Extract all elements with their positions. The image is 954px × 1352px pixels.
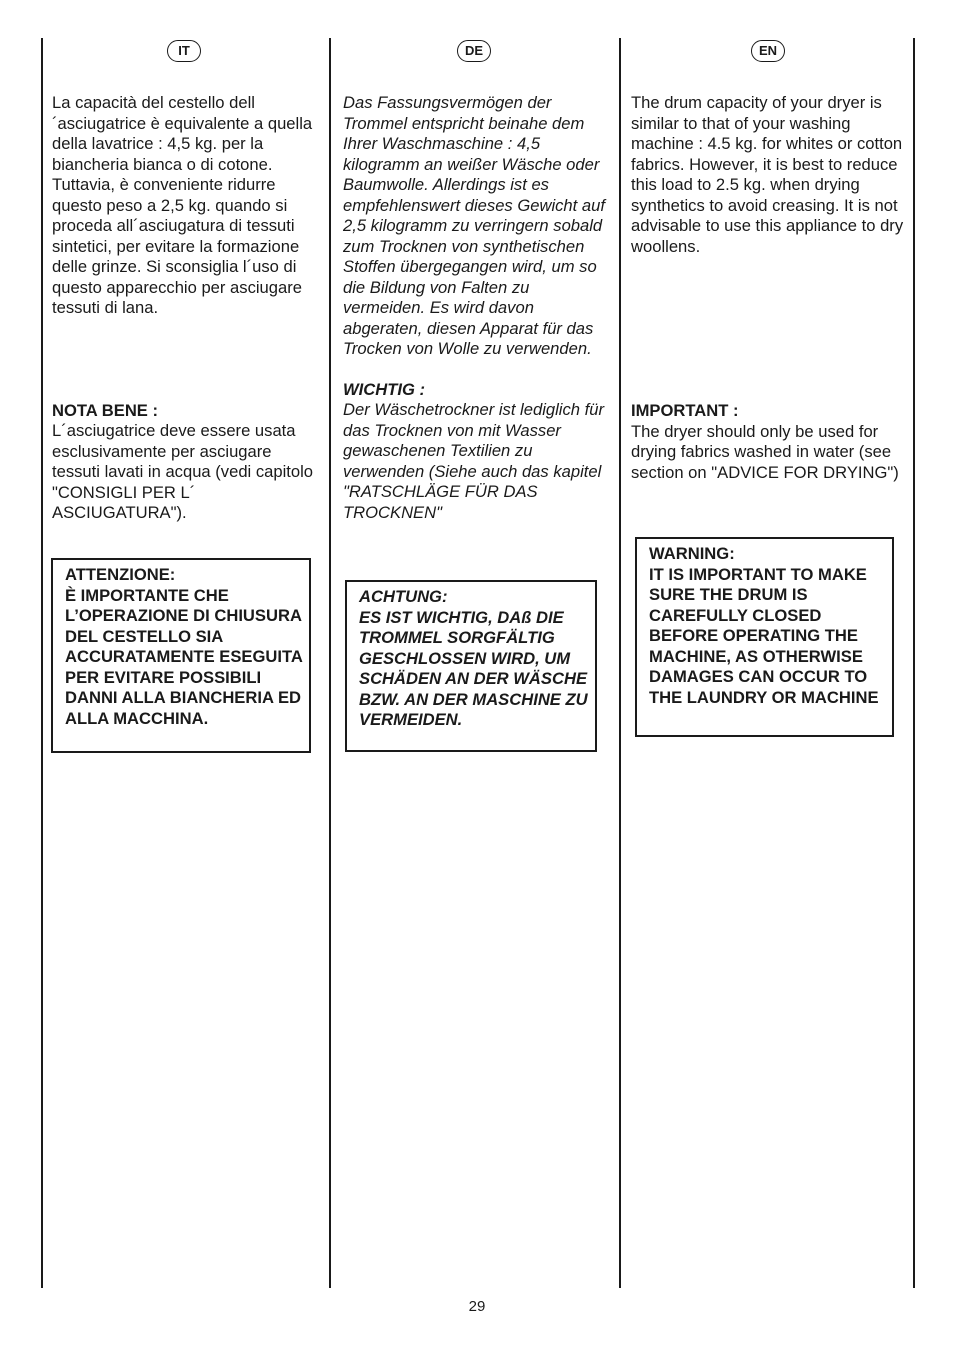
column-divider-right bbox=[913, 38, 915, 1288]
column-de bbox=[343, 93, 613, 523]
warning-text-de: ES IST WICHTIG, DAß DIE TROMMEL SORGFÄLTIG GESCHLOSSEN WIRD, UM SCHÄDEN AN DER WÄSCHE BZW. AN DER MASCHINE ZU VERMEIDEN. bbox=[359, 607, 588, 729]
intro-text-de: Das Fassungsvermögen der Trommel entspricht beinahe dem Ihrer Waschmaschine : 4,5 kilogramm an weißer Wäsche oder Baumwolle. Allerdings ist es empfehlenswert dieses Gewicht auf 2,5 kilogramm zu verringern sobald zum Trocknen von synthetischen Stoffen übergegangen wird, um so die Bildung von Falten zu vermeiden. Es wird davon abgeraten, diesen Apparat für das Trocken von Wolle zu verwenden. bbox=[343, 93, 605, 358]
warning-box-de bbox=[345, 580, 597, 752]
column-it bbox=[52, 93, 322, 524]
note-text-en: The dryer should only be used for drying fabrics washed in water (see section on "ADVICE FOR DRYING") bbox=[631, 421, 899, 482]
column-divider-left bbox=[41, 38, 43, 1288]
column-divider-2 bbox=[619, 38, 621, 1288]
column-en bbox=[631, 93, 907, 483]
intro-text-en: The drum capacity of your dryer is similar to that of your washing machine : 4.5 kg. for whites or cotton fabrics. However, it is best to reduce this load to 2.5 kg. when drying synthetics to avoid creasing. It is not advisable to use this appliance to dry woollens. bbox=[631, 93, 904, 256]
note-text-de: Der Wäschetrockner ist lediglich für das Trocknen von mit Wasser gewaschenen Textilien zu verwenden (Siehe auch das kapitel "RATSCHLÄGE FÜR DAS TROCKNEN" bbox=[343, 400, 604, 522]
language-badge-de: DE bbox=[457, 40, 491, 62]
warning-box-en bbox=[635, 537, 894, 737]
note-title-de: WICHTIG : bbox=[343, 379, 426, 399]
warning-title-de: ACHTUNG: bbox=[359, 587, 448, 606]
language-badge-it: IT bbox=[167, 40, 201, 62]
warning-text-it: È IMPORTANTE CHE L’OPERAZIONE DI CHIUSURA DEL CESTELLO SIA ACCURATAMENTE ESEGUITA PER EVITARE POSSIBILI DANNI ALLA BIANCHERIA ED ALLA MACCHINA. bbox=[65, 585, 303, 728]
warning-text-en: IT IS IMPORTANT TO MAKE SURE THE DRUM IS CAREFULLY CLOSED BEFORE OPERATING THE MACHINE, AS OTHERWISE DAMAGES CAN OCCUR TO THE LAUNDRY OR MACHINE bbox=[649, 564, 879, 707]
page-number: 29 bbox=[468, 1298, 486, 1315]
intro-text-it: La capacità del cestello dell´asciugatrice è equivalente a quella della lavatrice : 4,5 kg. per la biancheria bianca o di cotone. Tuttavia, è conveniente ridurre questo peso a 2,5 kg. quando si proceda all´asciugatura di tessuti sintetici, per evitare la formazione delle grinze. Si sconsiglia l´uso di questo apparecchio per asciugare tessuti di lana. bbox=[52, 93, 313, 317]
warning-box-it bbox=[51, 558, 311, 753]
warning-title-it: ATTENZIONE: bbox=[65, 565, 176, 584]
column-divider-1 bbox=[329, 38, 331, 1288]
note-title-en: IMPORTANT : bbox=[631, 401, 739, 420]
language-badge-en: EN bbox=[751, 40, 785, 62]
note-text-it: L´asciugatrice deve essere usata esclusivamente per asciugare tessuti lavati in acqua (vedi capitolo "CONSIGLI PER L´ ASCIUGATURA"). bbox=[52, 421, 314, 522]
note-title-it: NOTA BENE : bbox=[52, 400, 159, 420]
warning-title-en: WARNING: bbox=[649, 544, 735, 563]
